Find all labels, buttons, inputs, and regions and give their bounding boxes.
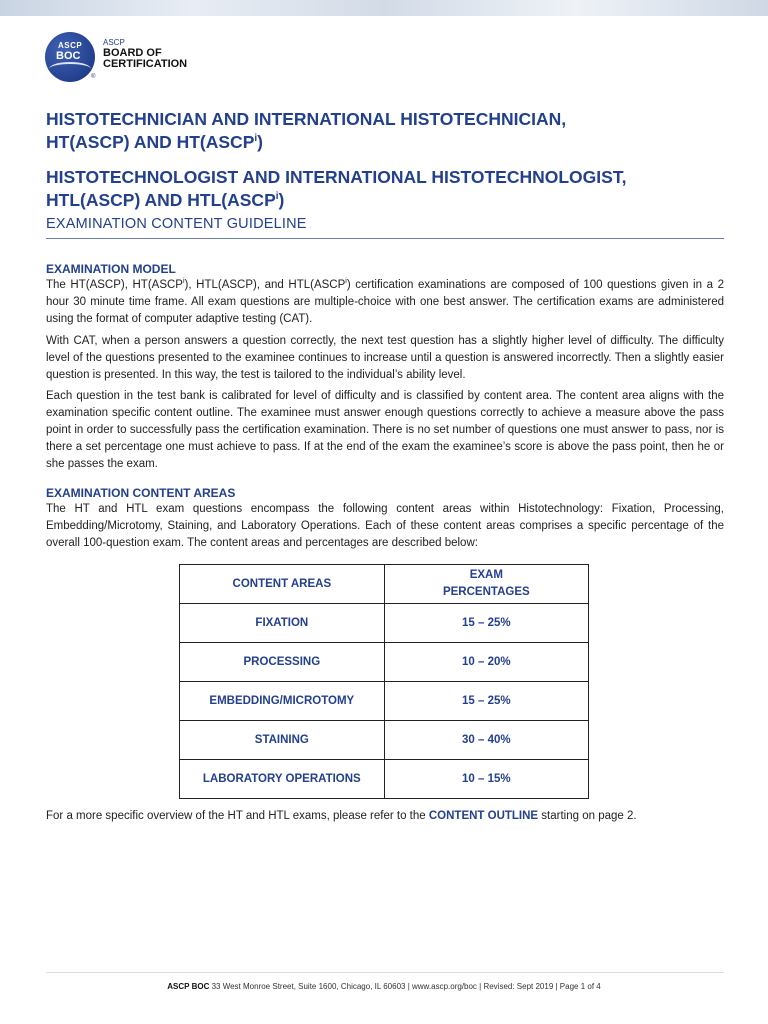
title-line-1: HISTOTECHNICIAN AND INTERNATIONAL HISTOTECHNICIAN,: [46, 109, 567, 129]
table-cell-percentage: 30 – 40%: [384, 721, 588, 760]
page-footer: [0, 982, 768, 991]
footer-org: ASCP BOC: [167, 982, 210, 991]
title-line-4: HTL(ASCP) AND HTL(ASCP$^i$): [46, 190, 285, 210]
logo-emblem: [45, 32, 95, 82]
footer-text: 33 West Monroe Street, Suite 1600, Chicago, IL 60603 | www.ascp.org/boc | Revised: Sept 2019 | Page 1 of 4: [209, 982, 601, 991]
logo-text-line-2: BOARD OF: [103, 47, 162, 59]
table-row: [180, 760, 589, 799]
table-cell-percentage: 10 – 20%: [384, 643, 588, 682]
title-line-3: HISTOTECHNOLOGIST AND INTERNATIONAL HISTOTECHNOLOGIST,: [46, 167, 627, 187]
title-line-2: HT(ASCP) AND HT(ASCP$^i$): [46, 132, 263, 152]
content-areas-table: [179, 564, 589, 799]
content-outline-link[interactable]: CONTENT OUTLINE: [428, 810, 539, 822]
logo-text-line-3: CERTIFICATION: [103, 58, 188, 70]
table-header-exam-percentages: EXAM PERCENTAGES: [384, 565, 588, 604]
footer-divider: [46, 972, 724, 973]
logo-wave: [49, 62, 91, 76]
logo-registered-mark: ®: [91, 74, 96, 80]
title-divider: [46, 238, 724, 239]
table-cell-area: STAINING: [180, 721, 385, 760]
table-cell-area: LABORATORY OPERATIONS: [180, 760, 385, 799]
table-row: [180, 643, 589, 682]
document-title-ht: [46, 108, 726, 154]
table-cell-percentage: 15 – 25%: [384, 682, 588, 721]
model-paragraph-3: Each question in the test bank is calibrated for level of difficulty and is classified by content area. The content area aligns with the examination specific content outline. The examinee must answer enough questions correctly to achieve a measure above the pass point in order to successfully pass the certification examination. There is no set number of questions one must answer to pass, nor is there a set percentage one must achieve to pass. If at the end of the exam the examinee’s score is above the pass point, then he or she passes the exam.: [46, 390, 724, 470]
table-row: [180, 721, 589, 760]
table-cell-percentage: 10 – 15%: [384, 760, 588, 799]
closing-paragraph: For a more specific overview of the HT and HTL exams, please refer to the CONTENT OUTLINE starting on page 2.: [46, 810, 637, 822]
document-title-htl: [46, 166, 726, 212]
logo-text-line-1: ASCP: [103, 38, 125, 47]
table-cell-area: EMBEDDING/MICROTOMY: [180, 682, 385, 721]
table-header-content-areas: CONTENT AREAS: [180, 565, 385, 604]
table-cell-area: FIXATION: [180, 604, 385, 643]
table-cell-area: PROCESSING: [180, 643, 385, 682]
document-subtitle: EXAMINATION CONTENT GUIDELINE: [46, 216, 307, 232]
logo-emblem-text-1: ASCP: [58, 41, 83, 50]
section-heading-model: EXAMINATION MODEL: [46, 262, 176, 276]
table-header-row: [180, 565, 589, 604]
model-paragraph-1: The HT(ASCP), HT(ASCP$^i$), HTL(ASCP), and HTL(ASCP$^i$) certification examinations are composed of 100 questions given in a 2 hour 30 minute time frame. All exam questions are multiple-choice with one best answer. The certification exams are administered using the format of computer adaptive testing (CAT).: [46, 278, 724, 325]
model-paragraph-2: With CAT, when a person answers a question correctly, the next test question has a slightly higher level of difficulty. The difficulty level of the questions presented to the examinee continues to increase until a question is answered incorrectly. Then a slightly easier question is presented. In this way, the test is tailored to the individual’s ability level.: [46, 335, 724, 381]
logo-emblem-text-2: BOC: [56, 50, 81, 62]
table-cell-percentage: 15 – 25%: [384, 604, 588, 643]
content-areas-paragraph: The HT and HTL exam questions encompass the following content areas within Histotechnology: Fixation, Processing, Embedding/Microtomy, Staining, and Laboratory Operations. Each of these content areas comprises a specific percentage of the overall 100-question exam. The content areas and percentages are described below:: [46, 503, 724, 549]
top-banner-image: [0, 0, 768, 16]
table-row: [180, 682, 589, 721]
table-row: [180, 604, 589, 643]
ascp-boc-logo: [45, 32, 205, 84]
section-heading-content-areas: EXAMINATION CONTENT AREAS: [46, 486, 236, 500]
